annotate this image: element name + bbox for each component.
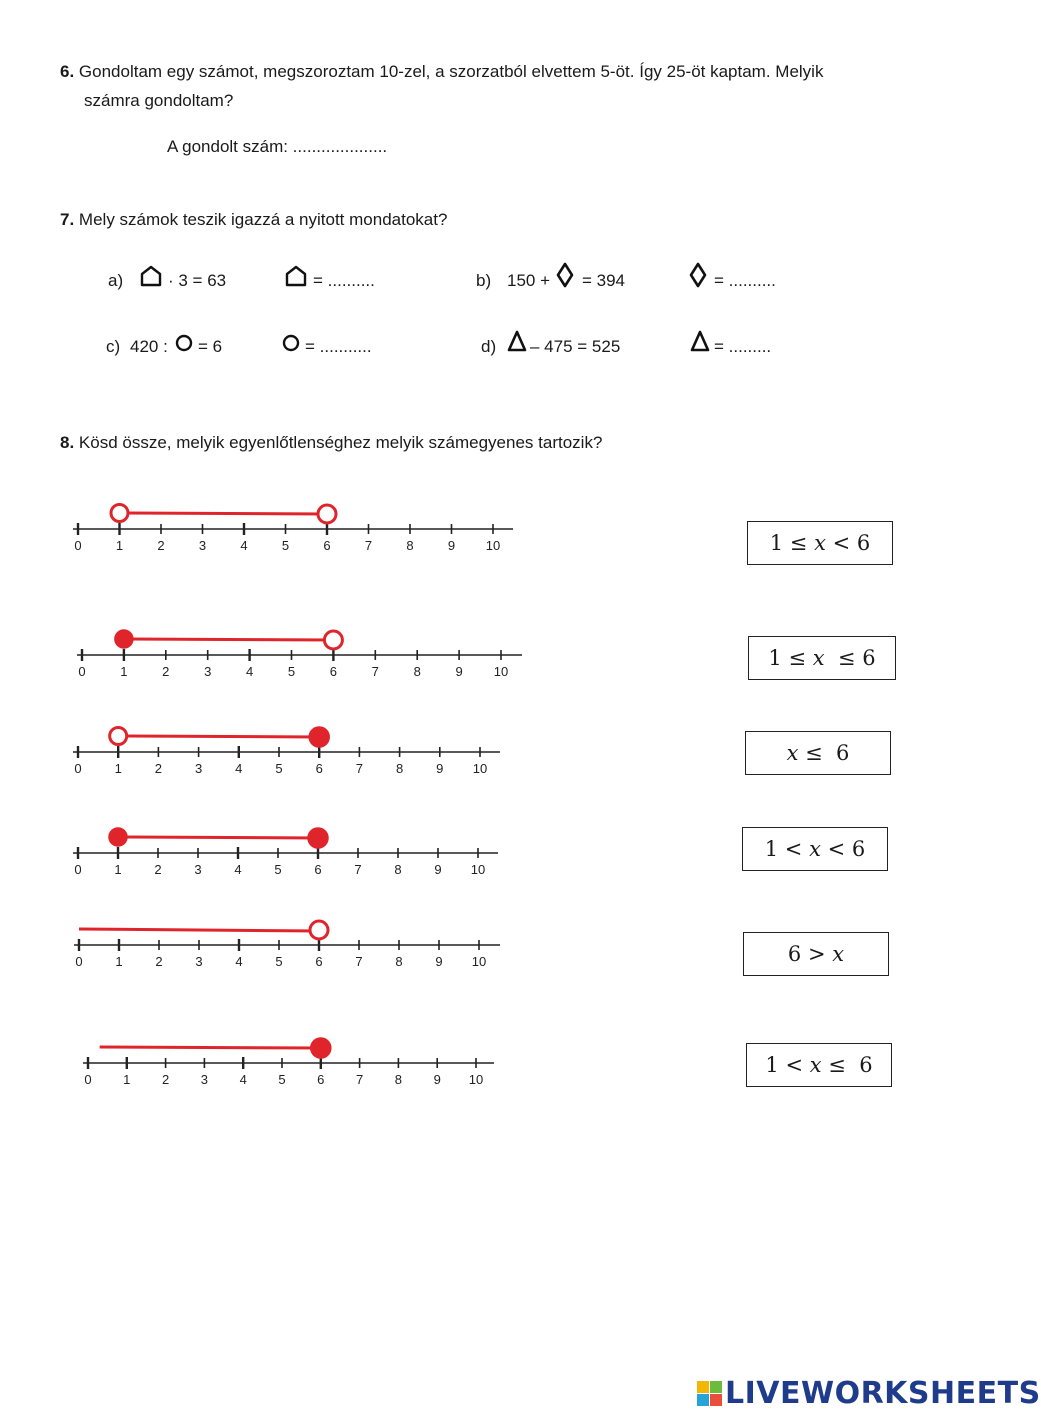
filled-endpoint	[311, 1038, 331, 1058]
tick-label: 4	[234, 862, 242, 877]
inequality-box[interactable]	[748, 636, 896, 680]
tick-label: 0	[78, 664, 86, 679]
tick-label: 5	[275, 954, 283, 969]
q6-number: 6.	[60, 62, 75, 81]
tick-label: 1	[115, 538, 124, 553]
q7c-label: c)	[106, 337, 121, 356]
tick-label: 3	[194, 761, 203, 776]
interval-segment	[100, 1047, 321, 1048]
tick-label: 1	[114, 862, 122, 877]
q7a-answer[interactable]: = ..........	[313, 271, 375, 290]
interval-segment	[124, 639, 334, 640]
tick-label: 9	[455, 664, 463, 679]
tick-label: 2	[162, 664, 170, 679]
tick-label: 10	[485, 538, 501, 553]
q8-number: 8.	[60, 433, 75, 452]
tick-label: 3	[195, 954, 203, 969]
logo-badge-icon	[697, 1381, 723, 1407]
tick-label: 8	[394, 1072, 403, 1087]
tick-label: 5	[274, 862, 282, 877]
tick-label: 3	[194, 862, 202, 877]
q7d-expr: – 475 = 525	[530, 337, 621, 356]
q6-text-line1: Gondoltam egy számot, megszoroztam 10-zel, a szorzatból elvettem 5-öt. Így 25-öt kaptam. Melyik	[78, 62, 824, 81]
tick-label: 7	[354, 862, 362, 877]
tick-label: 1	[114, 761, 122, 776]
tick-label: 7	[355, 1072, 364, 1087]
tick-label: 3	[198, 538, 207, 553]
tick-label: 2	[161, 1072, 170, 1087]
tick-label: 9	[447, 538, 456, 553]
tick-label: 8	[413, 664, 421, 679]
q7c-answer[interactable]: = ...........	[305, 337, 372, 356]
q7b-label: b)	[476, 271, 492, 290]
tick-label: 9	[434, 862, 442, 877]
tick-label: 1	[123, 1072, 131, 1087]
inequality-box[interactable]	[747, 521, 893, 565]
filled-endpoint	[308, 828, 328, 848]
tick-label: 4	[235, 954, 243, 969]
q7b-prefix: 150 +	[507, 271, 551, 290]
tick-label: 0	[74, 862, 82, 877]
tick-label: 4	[245, 664, 254, 679]
tick-label: 0	[75, 954, 83, 969]
open-endpoint	[310, 921, 328, 939]
tick-label: 3	[204, 664, 212, 679]
tick-label: 6	[323, 538, 331, 553]
q6-text-line2: számra gondoltam?	[84, 91, 234, 110]
interval-segment	[79, 929, 319, 931]
tick-label: 5	[281, 538, 290, 553]
tick-label: 6	[329, 664, 338, 679]
q7-text: Mely számok teszik igazzá a nyitott mondatokat?	[78, 210, 448, 229]
tick-label: 4	[235, 761, 243, 776]
inequality-box[interactable]	[743, 932, 889, 976]
tick-label: 9	[435, 954, 443, 969]
tick-label: 2	[154, 761, 163, 776]
tick-label: 10	[468, 1072, 484, 1087]
tick-label: 10	[493, 664, 509, 679]
open-endpoint	[324, 631, 342, 649]
q7c-prefix: 420 :	[130, 337, 168, 356]
inequality-box[interactable]	[745, 731, 891, 775]
tick-label: 3	[200, 1072, 209, 1087]
tick-label: 0	[84, 1072, 92, 1087]
tick-label: 10	[471, 954, 487, 969]
q7c-expr: = 6	[198, 337, 223, 356]
q7a-expr: · 3 = 63	[168, 271, 227, 290]
interval-segment	[118, 837, 318, 838]
tick-label: 1	[115, 954, 123, 969]
tick-label: 8	[395, 954, 403, 969]
inequality-text: 6 > 𝑥	[787, 942, 845, 966]
inequality-text: 1 < 𝑥 < 6	[764, 837, 866, 861]
q7b-expr: = 394	[582, 271, 626, 290]
liveworksheets-logo	[697, 1376, 1041, 1411]
q8-text: Kösd össze, melyik egyenlőtlenséghez melyik számegyenes tartozik?	[78, 433, 603, 452]
tick-label: 4	[239, 1072, 247, 1087]
inequality-text: 1 < 𝑥 ≤ 6	[765, 1053, 873, 1077]
tick-label: 7	[371, 664, 379, 679]
inequality-text: 𝑥 ≤ 6	[786, 741, 850, 765]
open-endpoint	[110, 728, 127, 745]
filled-endpoint	[309, 727, 329, 747]
tick-label: 7	[355, 954, 363, 969]
interval-segment	[120, 513, 328, 514]
tick-label: 8	[394, 862, 402, 877]
inequality-text: 1 ≤ 𝑥 ≤ 6	[768, 646, 876, 670]
tick-label: 0	[74, 538, 82, 553]
tick-label: 9	[436, 761, 444, 776]
tick-label: 5	[275, 761, 283, 776]
q7-number: 7.	[60, 210, 75, 229]
filled-endpoint	[109, 828, 127, 846]
logo-text: LIVEWORKSHEETS	[725, 1376, 1041, 1411]
tick-label: 8	[406, 538, 414, 553]
tick-label: 5	[278, 1072, 286, 1087]
q7b-answer[interactable]: = ..........	[714, 271, 776, 290]
tick-label: 6	[315, 761, 323, 776]
tick-label: 9	[433, 1072, 441, 1087]
tick-label: 4	[240, 538, 248, 553]
q6-answer-field[interactable]: A gondolt szám: ....................	[167, 137, 388, 156]
q7d-label: d)	[481, 337, 497, 356]
inequality-box[interactable]	[742, 827, 888, 871]
inequality-text: 1 ≤ 𝑥 < 6	[769, 531, 871, 555]
open-endpoint	[111, 505, 128, 522]
tick-label: 2	[155, 954, 163, 969]
tick-label: 6	[314, 862, 322, 877]
inequality-box[interactable]	[746, 1043, 892, 1087]
tick-label: 2	[154, 862, 162, 877]
tick-label: 7	[355, 761, 364, 776]
open-endpoint	[318, 505, 336, 523]
tick-label: 1	[120, 664, 128, 679]
tick-label: 7	[364, 538, 373, 553]
tick-label: 6	[317, 1072, 325, 1087]
tick-label: 10	[472, 761, 488, 776]
interval-segment	[118, 736, 319, 737]
tick-label: 0	[74, 761, 82, 776]
q7d-answer[interactable]: = .........	[714, 337, 772, 356]
tick-label: 5	[287, 664, 296, 679]
filled-endpoint	[115, 630, 133, 648]
tick-label: 2	[157, 538, 165, 553]
q7a-label: a)	[108, 271, 124, 290]
tick-label: 6	[315, 954, 323, 969]
tick-label: 8	[395, 761, 404, 776]
tick-label: 10	[470, 862, 486, 877]
